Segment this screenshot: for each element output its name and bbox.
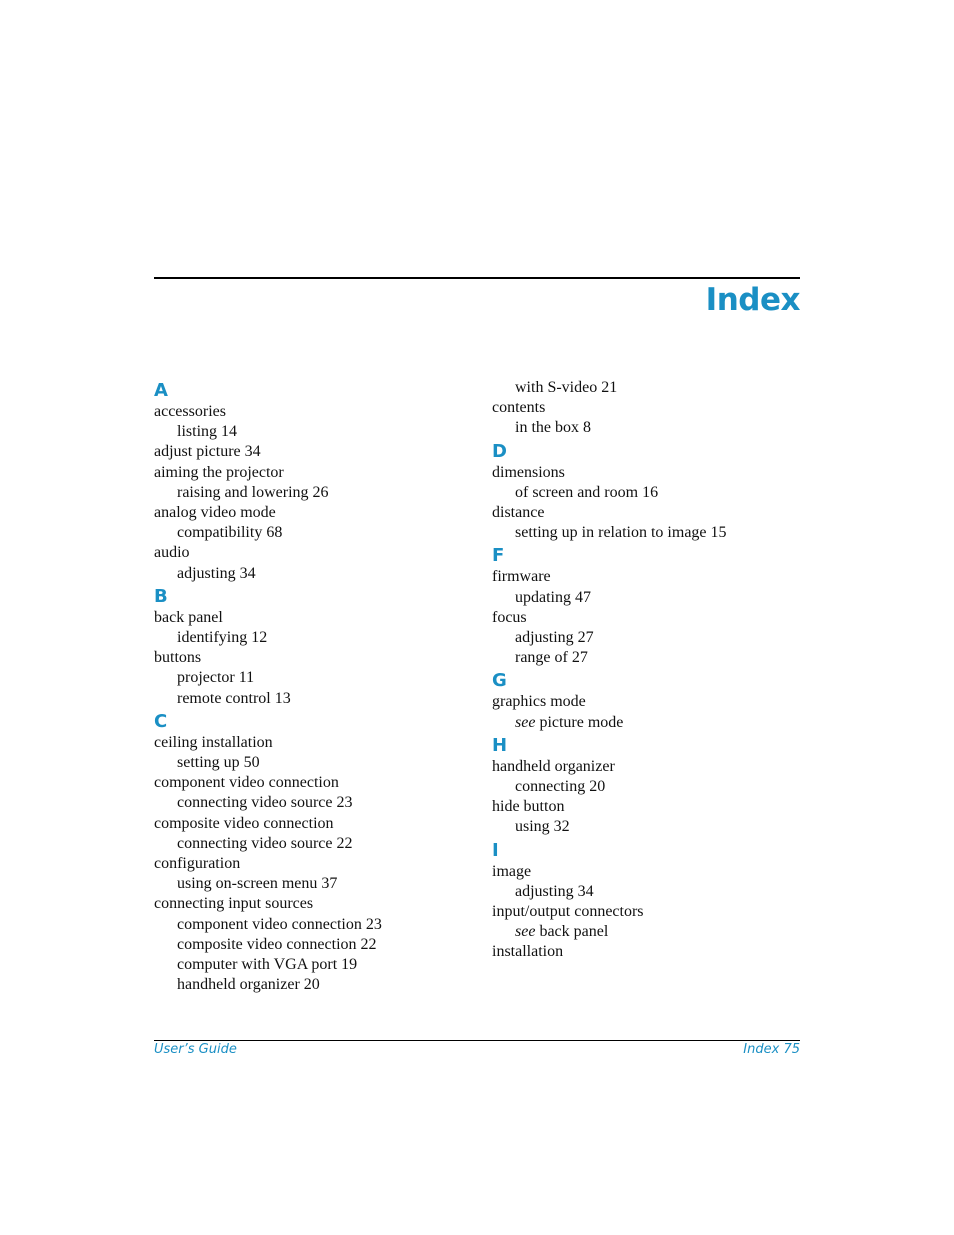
index-subentry: component video connection 23 bbox=[177, 915, 382, 933]
section-letter: A bbox=[154, 380, 168, 401]
index-term: handheld organizer bbox=[492, 757, 615, 775]
index-subentry: in the box 8 bbox=[515, 419, 591, 437]
index-subentry: adjusting 27 bbox=[515, 629, 594, 647]
section-letter: G bbox=[492, 670, 507, 692]
index-subentry: range of 27 bbox=[515, 649, 588, 667]
index-subentry: adjusting 34 bbox=[177, 564, 256, 582]
index-term: configuration bbox=[154, 855, 241, 873]
see-target: back panel bbox=[535, 923, 609, 941]
index-subentry: remote control 13 bbox=[177, 689, 291, 707]
index-subentry: identifying 12 bbox=[177, 629, 268, 647]
index-term: focus bbox=[492, 608, 527, 626]
index-subentry: using 32 bbox=[515, 818, 570, 836]
index-subentry: setting up in relation to image 15 bbox=[515, 524, 727, 542]
index-term: hide button bbox=[492, 798, 565, 816]
top-rule bbox=[154, 277, 800, 279]
index-term: ceiling installation bbox=[154, 733, 273, 751]
index-subentry: using on-screen menu 37 bbox=[177, 875, 338, 893]
index-subentry-see bbox=[492, 713, 812, 733]
index-term: image bbox=[492, 862, 532, 880]
index-subentry: computer with VGA port 19 bbox=[177, 956, 358, 974]
see-reference: see bbox=[515, 923, 536, 941]
index-subentry: connecting video source 23 bbox=[177, 794, 353, 812]
index-column-right bbox=[492, 378, 812, 963]
index-subentry: handheld organizer 20 bbox=[177, 976, 320, 994]
index-subentry: raising and lowering 26 bbox=[177, 483, 329, 501]
index-term: contents bbox=[492, 399, 546, 417]
index-term: component video connection bbox=[154, 774, 339, 792]
index-term: distance bbox=[492, 504, 545, 522]
index-subentry: projector 11 bbox=[177, 669, 255, 687]
page-title: Index bbox=[705, 282, 800, 318]
index-subentry: connecting video source 22 bbox=[177, 834, 353, 852]
index-subentry: composite video connection 22 bbox=[177, 935, 377, 953]
footer-rule bbox=[154, 1040, 800, 1041]
section-letter: H bbox=[492, 734, 508, 756]
index-term: installation bbox=[492, 943, 564, 961]
footer-guide-name: User’s Guide bbox=[154, 1042, 237, 1057]
see-target: picture mode bbox=[535, 713, 624, 731]
index-term: aiming the projector bbox=[154, 463, 284, 481]
index-subentry: of screen and room 16 bbox=[515, 483, 659, 501]
index-subentry: with S-video 21 bbox=[515, 379, 618, 396]
section-letter: I bbox=[492, 839, 499, 861]
footer-page-number: Index 75 bbox=[743, 1042, 800, 1057]
index-term: adjust picture 34 bbox=[154, 443, 261, 461]
section-letter: C bbox=[154, 710, 168, 732]
index-subentry: listing 14 bbox=[177, 423, 238, 441]
index-subentry: connecting 20 bbox=[515, 778, 606, 796]
index-term: dimensions bbox=[492, 463, 565, 481]
section-letter: F bbox=[492, 545, 505, 567]
section-letter: D bbox=[492, 440, 507, 462]
index-term: back panel bbox=[154, 608, 223, 626]
index-term: buttons bbox=[154, 649, 202, 667]
index-term: accessories bbox=[154, 403, 226, 420]
index-subentry-see bbox=[492, 922, 812, 942]
index-column-left bbox=[154, 378, 474, 995]
index-subentry: setting up 50 bbox=[177, 754, 260, 772]
index-subentry: compatibility 68 bbox=[177, 524, 283, 542]
index-term: connecting input sources bbox=[154, 895, 314, 913]
index-subentry: updating 47 bbox=[515, 588, 591, 606]
index-term: input/output connectors bbox=[492, 903, 644, 921]
index-term: analog video mode bbox=[154, 504, 276, 522]
index-term: firmware bbox=[492, 568, 551, 586]
index-term: graphics mode bbox=[492, 693, 586, 711]
index-subentry: adjusting 34 bbox=[515, 882, 594, 900]
index-term: composite video connection bbox=[154, 814, 334, 832]
section-letter: B bbox=[154, 585, 168, 607]
see-reference: see bbox=[515, 713, 536, 731]
index-term: audio bbox=[154, 544, 190, 562]
